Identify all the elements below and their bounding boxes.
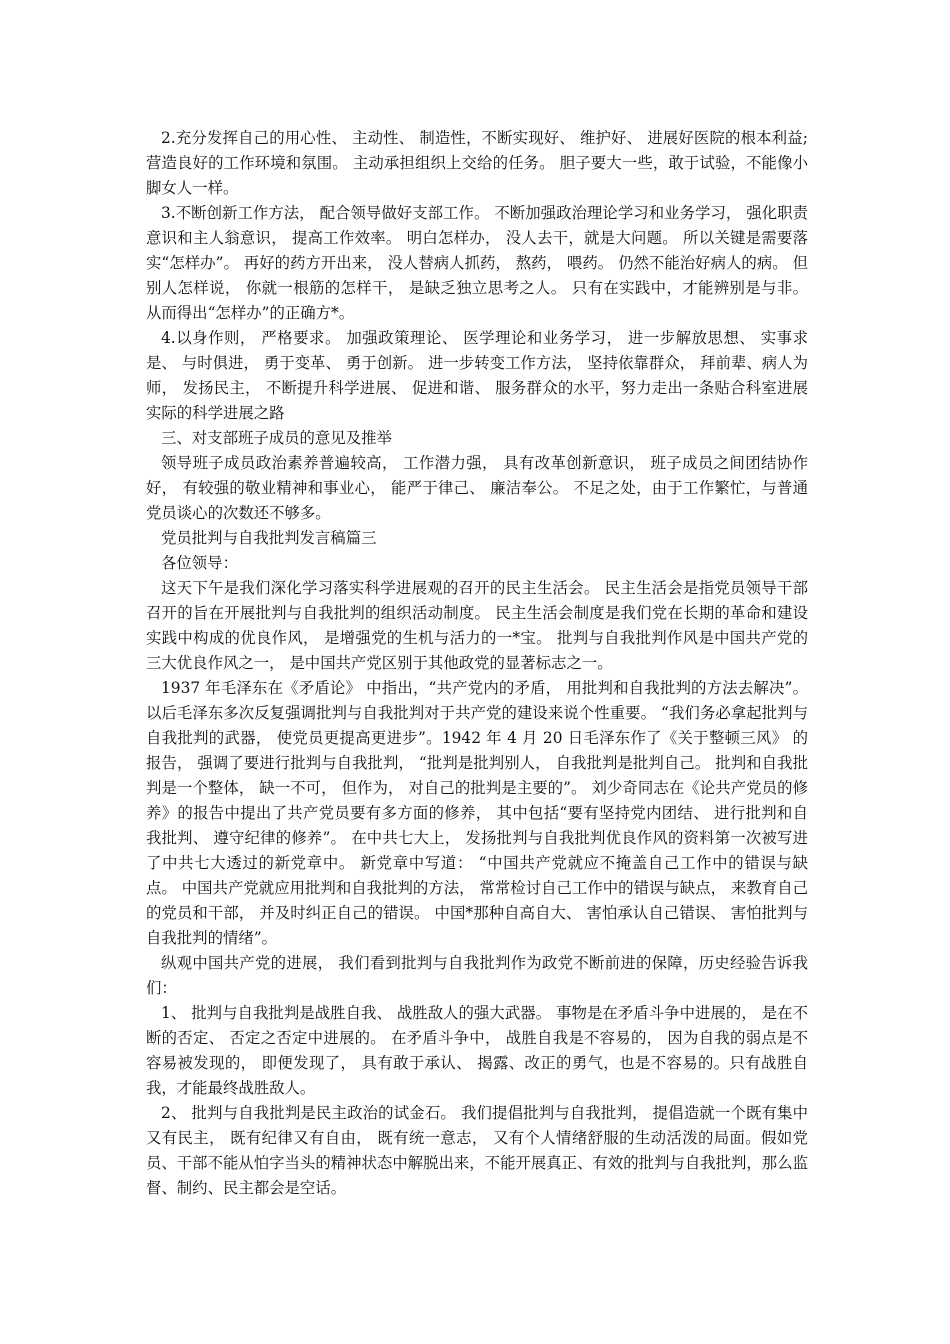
paragraph-item-4: 4.以身作则， 严格要求。 加强政策理论、 医学理论和业务学习， 进一步解放思想、 实事求是、 与时俱进， 勇于变革、 勇于创新。 进一步转变工作方法， 坚持依靠群众， 拜前辈、病人为师， 发扬民主， 不断提升科学进展、 促进和谐、 服务群众的水平，努力走出一条贴合科室进展实际的科学进展之路 (146, 329, 808, 422)
paragraph-item-2: 2.充分发挥自己的用心性、 主动性、 制造性，不断实现好、 维护好、 进展好医院的根本利益;营造良好的工作环境和氛围。 主动承担组织上交给的任务。 胆子要大一些，敢于试验，不能像小脚女人一样。 (146, 129, 808, 197)
paragraph-intro: 这天下午是我们深化学习落实科学进展观的召开的民主生活会。 民主生活会是指党员领导干部召开的旨在开展批判与自我批判的组织活动制度。 民主生活会制度是我们党在长期的革命和建设实践中构成的优良作风， 是增强党的生机与活力的一*宝。 批判与自我批判作风是中国共产党的三大优良作风之一， 是中国共产党区别于其他政党的显著标志之一。 (146, 579, 808, 672)
paragraph-history: 1937 年毛泽东在《矛盾论》 中指出，“共产党内的矛盾， 用批判和自我批判的方法去解决”。 以后毛泽东多次反复强调批判与自我批判对于共产党的建设来说个性重要。 “我们务必拿起批判与自我批判的武器， 使党员更提高更进步”。1942 年 4 月 20 日毛泽东作了《关于整顿三风》 的报告， 强调了要进行批判与自我批判， “批判是批判别人， 自我批判是批判自己。 批判和自我批判是一个整体， 缺一不可， 但作为， 对自己的批判是主要的”。 刘少奇同志在《论共产党员的修养》的报告中提出了共产党员要有多方面的修养， 其中包括“要有坚持党内团结、 进行批判和自我批判、 遵守纪律的修养”。 在中共七大上， 发扬批判与自我批判优良作风的资料第一次被写进了中共七大透过的新党章中。 新党章中写道： “中国共产党就应不掩盖自己工作中的错误与缺点。 中国共产党就应用批判和自我批判的方法， 常常检讨自己工作中的错误与缺点， 来教育自己的党员和干部， 并及时纠正自己的错误。 中国*那种自高自大、 害怕承认自己错误、 害怕批判与自我批判的情绪”。 (146, 679, 808, 947)
paragraph-lesson-1: 1、 批判与自我批判是战胜自我、 战胜敌人的强大武器。 事物是在矛盾斗争中进展的， 是在不断的否定、 否定之否定中进展的。 在矛盾斗争中， 战胜自我是不容易的， 因为自我的弱点是不容易被发现的， 即便发现了， 具有敢于承认、 揭露、改正的勇气，也是不容易的。只有战胜自我，才能最终战胜敌人。 (146, 1004, 808, 1097)
section-heading-3: 三、对支部班子成员的意见及推举 (161, 429, 392, 447)
paragraph-lessons-intro: 纵观中国共产党的进展， 我们看到批判与自我批判作为政党不断前进的保障，历史经验告诉我们： (146, 954, 808, 997)
paragraph-item-3: 3.不断创新工作方法， 配合领导做好支部工作。 不断加强政治理论学习和业务学习， 强化职责意识和主人翁意识， 提高工作效率。 明白怎样办， 没人去干，就是大问题。 所以关键是需要落实“怎样办”。 再好的药方开出来， 没人替病人抓药， 熬药， 喂药。 仍然不能治好病人的病。 但别人怎样说， 你就一根筋的怎样干， 是缺乏独立思考之人。 只有在实践中，才能辨别是与非。 从而得出“怎样办”的正确方*。 (146, 204, 808, 322)
article-title: 党员批判与自我批判发言稿篇三 (161, 529, 377, 547)
paragraph-leadership-evaluation: 领导班子成员政治素养普遍较高， 工作潜力强， 具有改革创新意识， 班子成员之间团结协作好， 有较强的敬业精神和事业心， 能严于律己、 廉洁奉公。 不足之处，由于工作繁忙，与普通党员谈心的次数还不够多。 (146, 454, 808, 522)
salutation: 各位领导： (161, 554, 238, 572)
document-page (146, 126, 808, 1201)
paragraph-lesson-2: 2、 批判与自我批判是民主政治的试金石。 我们提倡批判与自我批判， 提倡造就一个既有集中又有民主， 既有纪律又有自由， 既有统一意志， 又有个人情绪舒服的生动活泼的局面。假如党员、干部不能从怕字当头的精神状态中解脱出来，不能开展真正、有效的批判与自我批判，那么监督、制约、民主都会是空话。 (146, 1104, 808, 1197)
